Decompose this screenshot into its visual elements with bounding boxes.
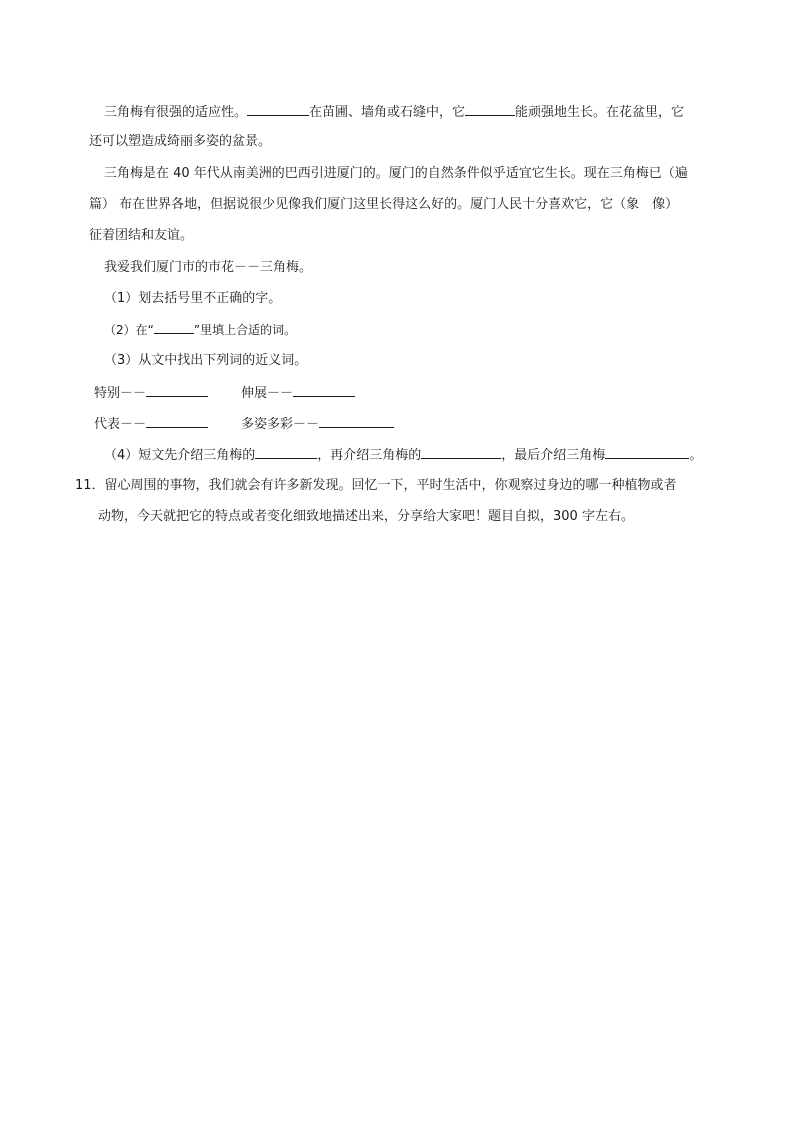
passage-line-2 xyxy=(89,133,271,151)
question-text: ，最后介绍三角梅 xyxy=(501,448,606,463)
question-4 xyxy=(104,445,702,465)
fill-blank[interactable] xyxy=(154,322,194,334)
passage-text: 能顽强地生长。在花盆里，它 xyxy=(515,105,685,120)
synonym-row-1 xyxy=(94,383,208,403)
synonym-row-2 xyxy=(94,414,208,434)
passage-text: 三角梅是在 40 年代从南美洲的巴西引进厦门的。厦门的自然条件似乎适宜它生长。现在三角梅已（遍 xyxy=(104,166,688,181)
fill-blank[interactable] xyxy=(247,102,309,116)
passage-text: 还可以塑造成绮丽多姿的盆景。 xyxy=(89,134,272,149)
passage-line-6 xyxy=(104,259,312,277)
fill-blank[interactable] xyxy=(319,414,394,428)
fill-blank[interactable] xyxy=(146,414,208,428)
synonym-word: 代表－－ xyxy=(94,417,147,432)
passage-text: 篇） 布在世界各地，但据说很少见像我们厦门这里长得这么好的。厦门人民十分喜欢它，它（象 像） xyxy=(89,197,679,212)
question-text: ”里填上合适的词。 xyxy=(193,323,297,337)
question-11-line-2 xyxy=(98,508,634,526)
synonym-row-1b xyxy=(241,383,355,403)
fill-blank[interactable] xyxy=(465,102,515,116)
fill-blank[interactable] xyxy=(293,383,355,397)
question-text: （1）划去括号里不正确的字。 xyxy=(104,291,282,306)
passage-text: 征着团结和友谊。 xyxy=(89,228,194,243)
question-text: （3）从文中找出下列词的近义词。 xyxy=(104,353,308,368)
passage-text: 我爱我们厦门市的市花－－三角梅。 xyxy=(104,260,313,275)
question-text: （4）短文先介绍三角梅的 xyxy=(104,448,256,463)
question-text: 。 xyxy=(689,448,703,463)
passage-line-4 xyxy=(89,196,678,214)
question-number: 11． xyxy=(75,478,105,493)
synonym-row-2b xyxy=(241,414,394,434)
fill-blank[interactable] xyxy=(421,445,501,459)
fill-blank[interactable] xyxy=(255,445,317,459)
passage-line-5 xyxy=(89,227,193,245)
passage-text: 三角梅有很强的适应性。 xyxy=(104,105,248,120)
synonym-word: 伸展－－ xyxy=(241,386,294,401)
passage-line-3 xyxy=(104,165,688,183)
fill-blank[interactable] xyxy=(605,445,689,459)
fill-blank[interactable] xyxy=(146,383,208,397)
passage-line-1 xyxy=(104,102,684,122)
question-11-line-1 xyxy=(75,477,677,495)
question-text: （2）在“ xyxy=(104,323,154,337)
synonym-word: 特别－－ xyxy=(94,386,147,401)
question-1 xyxy=(104,290,281,308)
question-text: ，再介绍三角梅的 xyxy=(317,448,422,463)
question-text: 动物，今天就把它的特点或者变化细致地描述出来，分享给大家吧！题目自拟，300 字左右。 xyxy=(98,509,634,524)
question-3 xyxy=(104,352,307,370)
question-2 xyxy=(104,321,296,339)
synonym-word: 多姿多彩－－ xyxy=(241,417,320,432)
passage-text: 在苗圃、墙角或石缝中，它 xyxy=(309,105,466,120)
question-text: 留心周围的事物，我们就会有许多新发现。回忆一下，平时生活中，你观察过身边的哪一种植物或者 xyxy=(104,478,677,493)
